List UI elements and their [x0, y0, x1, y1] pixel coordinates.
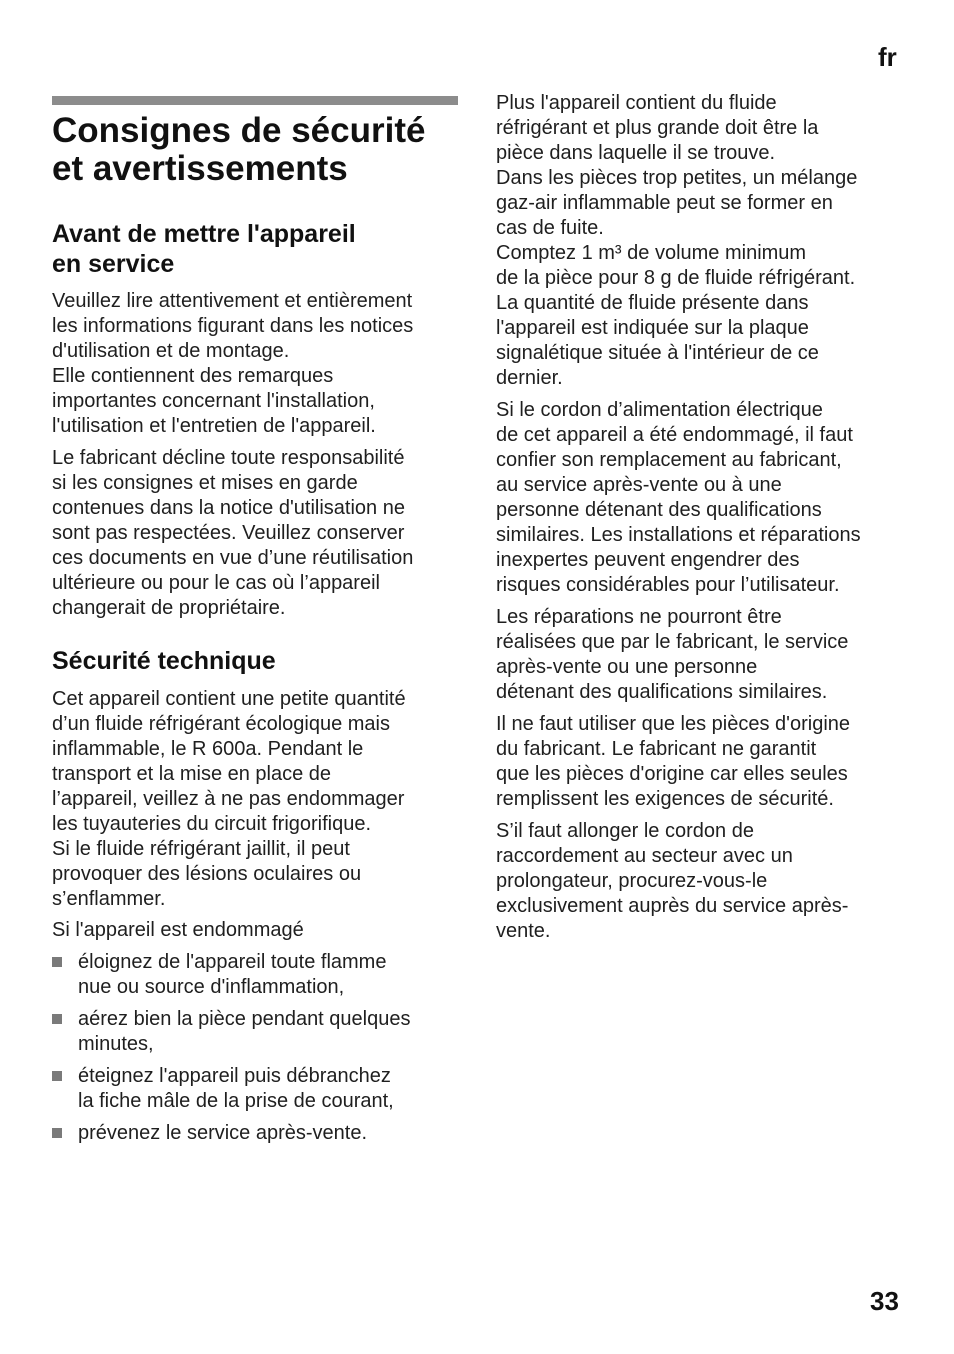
page-title: Consignes de sécurité et avertissements [52, 111, 426, 188]
paragraph-repairs: Les réparations ne pourront être réalisées que par le fabricant, le service après-vente ou une personne détenant des qualifications similaires. [496, 606, 849, 703]
square-bullet-icon [52, 957, 62, 967]
paragraph-liability: Le fabricant décline toute responsabilité si les consignes et mises en garde contenues dans la notice d'utilisation ne sont pas respectées. Veuillez conserver ces documents en vue d’une réutilisation ultérieure ou pour le cas où l’appareil changerait de propriétaire. [52, 447, 414, 619]
square-bullet-icon [52, 1128, 62, 1138]
section-divider [52, 96, 458, 105]
paragraph-room-size: Plus l'appareil contient du fluide réfrigérant et plus grande doit être la pièce dans laquelle il se trouve. Dans les pièces trop petites, un mélange gaz-air inflammable peut se former en cas de fuite. Comptez 1 m³ de volume minimum de la pièce pour 8 g de fluide réfrigérant. La quantité de fluide présente dans l'appareil est indiquée sur la plaque signalétique située à l'intérieur de ce dernier. [496, 92, 858, 389]
list-item-text: éloignez de l'appareil toute flamme nue ou source d'inflammation, [78, 951, 387, 998]
paragraph-original-parts: Il ne faut utiliser que les pièces d'origine du fabricant. Le fabricant ne garantit que les pièces d'origine car elles seules remplissent les exigences de sécurité. [496, 713, 851, 810]
list-item-text: prévenez le service après-vente. [78, 1122, 368, 1144]
paragraph-refrigerant: Cet appareil contient une petite quantité d’un fluide réfrigérant écologique mais inflammable, le R 600a. Pendant le transport et la mise en place de l’appareil, veillez à ne pas endommager les tuyauteries du circuit frigorifique. Si le fluide réfrigérant jaillit, il peut provoquer des lésions oculaires ou s’enflammer. [52, 688, 406, 910]
language-code: fr [878, 42, 897, 72]
paragraph-if-damaged: Si l'appareil est endommagé [52, 919, 304, 941]
heading-technical-safety: Sécurité technique [52, 647, 276, 675]
square-bullet-icon [52, 1071, 62, 1081]
list-item-text: éteignez l'appareil puis débranchez la fiche mâle de la prise de courant, [78, 1065, 394, 1112]
heading-before-use: Avant de mettre l'appareil en service [52, 220, 356, 278]
paragraph-power-cord: Si le cordon d’alimentation électrique de cet appareil a été endommagé, il faut confier son remplacement au fabricant, au service après-vente ou à une personne détenant des qualifications similaires. Les installations et réparations inexpertes peuvent engendrer des risques considérables pour l’utilisateur. [496, 399, 861, 596]
paragraph-extension-cord: S’il faut allonger le cordon de raccordement au secteur avec un prolongateur, procurez-vous-le exclusivement auprès du service après- vente. [496, 820, 849, 942]
list-item-text: aérez bien la pièce pendant quelques minutes, [78, 1008, 411, 1055]
page-number: 33 [870, 1286, 899, 1316]
paragraph-read-instructions: Veuillez lire attentivement et entièrement les informations figurant dans les notices d'utilisation et de montage. Elle contiennent des remarques importantes concernant l'installation, l'utilisation et l'entretien de l'appareil. [52, 290, 414, 437]
square-bullet-icon [52, 1014, 62, 1024]
